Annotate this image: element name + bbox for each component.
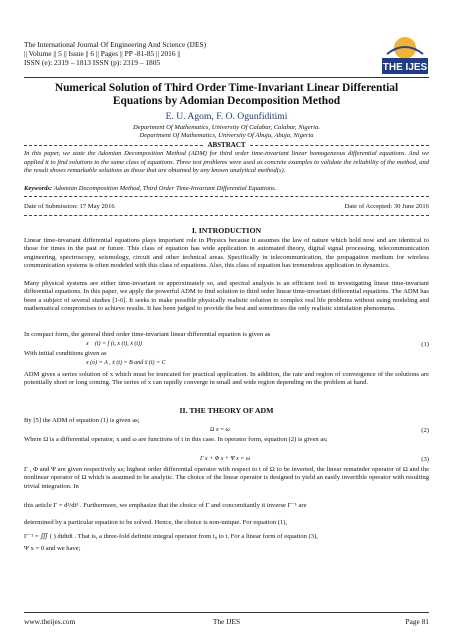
paper-title: Numerical Solution of Third Order Time-Invariant Linear Differential Equations by Adomian Decomposition Method: [54, 82, 399, 107]
intro-paragraph-4: With initial conditions given as: [24, 350, 107, 357]
equation-3-number: (3): [421, 456, 429, 463]
journal-issn: ISSN (e): 2319 – 1813 ISSN (p): 2319 – 1805: [24, 58, 161, 67]
equation-3: Γ x + Φ x + Ψ x = ω: [200, 456, 251, 462]
footer-website[interactable]: www.theijes.com: [24, 617, 76, 626]
adm-paragraph-2: Where Ω is a differential operator, x and ω are functions of t in this case. In operator form, equation (2) is given as;: [24, 436, 328, 443]
intro-paragraph-2: Many physical systems are either time-invariant or approximately so, and spectral analysis is an efficient tool in investigating linear time-invariant differential equations. In this paper, we apply the powerful ADM to find solution to third order linear time-invariant differential equations. The ADM has been a subject of several studies [1-6]. It seeks to make possible physically realistic solution to complex real life problems without using modeling and mathematical compromises to achieve results. It has been judged to provide the best and sometimes the only realistic simulation phenomena.: [24, 280, 429, 313]
intro-paragraph-3: In compact form, the general third order time-invariant linear differential equation is given as: [24, 331, 271, 338]
intro-paragraph-5: ADM gives a series solution of x which must be truncated for practical application. In addition, the rate and region of convergence of the solutions are potentially short or long coming. The series of x can rapidly converge in small and wide region depending on the problem at hand.: [24, 371, 429, 387]
abstract-end-rule: [24, 196, 429, 197]
adm-paragraph-4: this article Γ = d³/dt³ . Furthermore, we emphasize that the choice of Γ and concomitantly it inverse Γ⁻¹ are: [24, 502, 307, 509]
keywords-label: Keywords:: [24, 185, 53, 192]
equation-1: x⃛ (t) = f (t, x (t), ẋ (t)): [86, 341, 143, 347]
adm-paragraph-6: Γ⁻¹ = ∭ ( ) dtdtdt . That is, a three-fold definite integral operator from t₀ to t. For a linear form of equation (3),: [24, 533, 318, 540]
intro-paragraph-1: Linear time-invariant differential equations plays important role in Physics because it assumes the law of nature which hold now and are identical to those for times in the past or future. This class of equation has wide application in automated theory, digital signal processing, telecommunication engineering, spectroscopy, seismology, circuit and other technical areas. Specifically in telecommunication, the propagation medium for wireless communication systems is often modeled with this class of equations. Also, this class of equation has tremendous application in dynamics.: [24, 237, 429, 270]
adm-paragraph-7: Ψ x = 0 and we have;: [24, 545, 81, 552]
dates-row: [24, 203, 429, 210]
keywords: [24, 185, 429, 192]
affiliation-1: Department Of Mathematics, University Of Calabar, Calabar, Nigeria.: [133, 124, 320, 131]
equation-2-number: (2): [421, 427, 429, 434]
initial-conditions: x (o) = A , ẋ (t) = B and ẍ (t) = C: [86, 360, 166, 366]
footer-page-number: Page 81: [405, 617, 429, 626]
abstract-heading: ABSTRACT: [207, 141, 246, 149]
keywords-text: Adomian Decomposition Method, Third Order Time-Invariant Differential Equations.: [53, 185, 277, 192]
footer-journal: The IJES: [212, 617, 241, 626]
footer-rule: [24, 612, 429, 613]
adm-paragraph-5: determined by a particular equation to be solved. Hence, the choice is non-unique. For equation (1),: [24, 519, 288, 526]
header-rule: [24, 77, 429, 78]
adm-paragraph-3: Γ , Φ and Ψ are given respectively as; highest order differential operator with respect to t of Ω to be inverted, the linear remainder operator of Ω and the nonlinear operator of Ω which is assumed to be analytic. The choice of the linear operator is designed to yield an easily invertible operator with resulting trivial integration. In: [24, 466, 429, 490]
abstract-text: In this paper, we state the Adomian Decomposition Method (ADM) for third order time-invariant linear homogeneous differential equations. And we applied it to find solutions to the same class of equations. Three test problems were used as concrete examples to validate the reliability of the method, and the result shows remarkable solutions as those that are obtained by any known analytical method(s).: [24, 150, 429, 175]
dates-rule: [24, 215, 429, 216]
equation-2: Ω x = ω: [210, 427, 230, 433]
date-accepted: Date of Accepted: 30 June 2016: [344, 203, 429, 210]
date-submission: Date of Submission: 17 May 2016: [24, 203, 115, 210]
affiliation-2: Department Of Mathematics, University Of Abuja, Abuja, Nigeria: [139, 132, 314, 139]
journal-name: The International Journal Of Engineering And Science (IJES): [24, 40, 207, 49]
paper-authors: E. U. Agom, F. O. Ogunfiditimi: [165, 111, 288, 122]
adm-paragraph-1: By [5] the ADM of equation (1) is given as;: [24, 417, 140, 424]
ijes-logo: [380, 34, 430, 77]
logo-text: THE IJES: [382, 62, 428, 73]
section-1-heading: I. INTRODUCTION: [191, 226, 262, 235]
equation-1-number: (1): [421, 341, 429, 348]
section-2-heading: II. THE THEORY OF ADM: [179, 406, 274, 415]
journal-issue: || Volume || 5 || Issue || 6 || Pages || PP -81-85 || 2016 ||: [24, 49, 181, 58]
